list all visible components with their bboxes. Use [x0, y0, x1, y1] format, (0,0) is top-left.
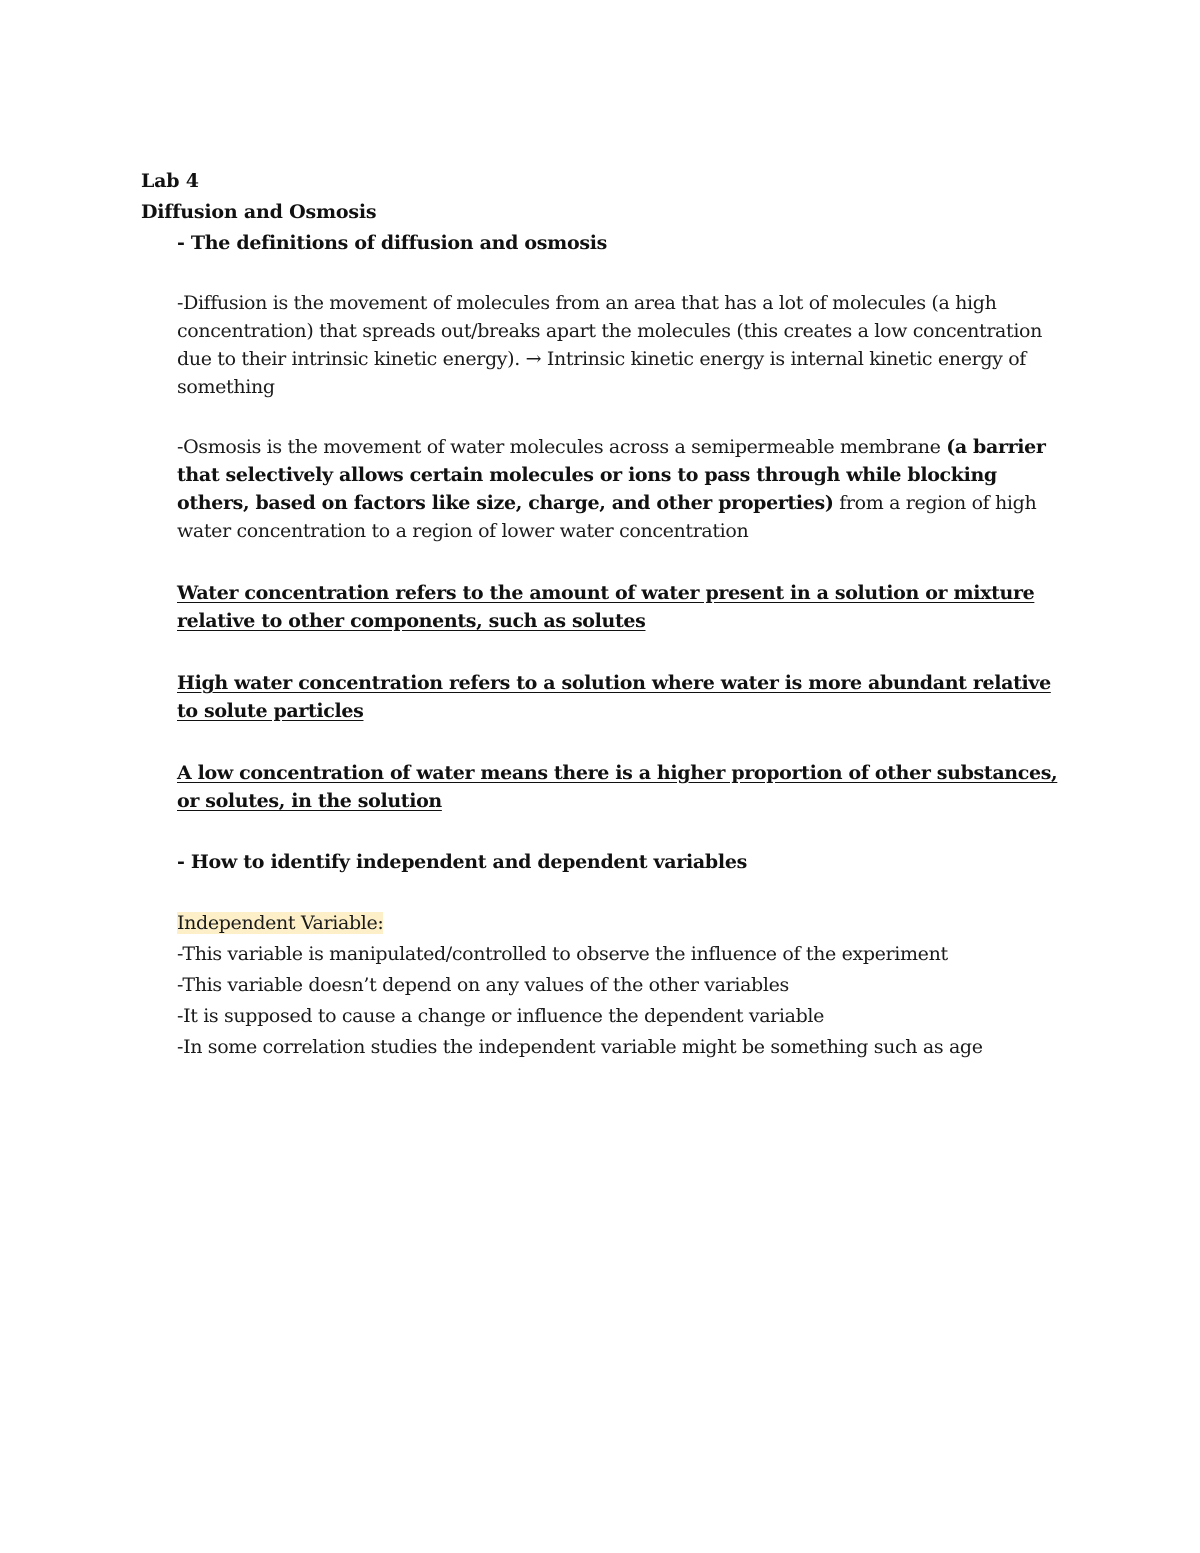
water-concentration-definition: Water concentration refers to the amount of water present in a solution or mixture relative to other components, such as solutes — [177, 582, 1035, 632]
osmosis-paragraph — [177, 433, 1070, 545]
independent-variable-label: Independent Variable: — [177, 912, 384, 934]
list-item: -It is supposed to cause a change or influence the dependent variable — [177, 1005, 825, 1027]
osmosis-text-bold: (a barrier that selectively allows certain molecules or ions to pass through while blocking others, based on factors like size, charge, and other properties) — [177, 436, 1046, 514]
list-item: -This variable doesn’t depend on any values of the other variables — [177, 974, 789, 996]
document-body — [141, 228, 1070, 1063]
section-heading-variables: - How to identify independent and dependent variables — [177, 851, 748, 873]
osmosis-text-start: -Osmosis is the movement of water molecules across a semipermeable membrane — [177, 436, 947, 458]
section-heading-definitions: - The definitions of diffusion and osmosis — [177, 232, 608, 254]
osmosis-text-end: from a region of high water concentration to a region of lower water concentration — [177, 492, 1037, 542]
list-item: -In some correlation studies the independent variable might be something such as age — [177, 1036, 983, 1058]
diffusion-paragraph: -Diffusion is the movement of molecules from an area that has a lot of molecules (a high concentration) that spreads out/breaks apart the molecules (this creates a low concentration due to their intrinsic kinetic energy). → Intrinsic kinetic energy is internal kinetic energy of something — [177, 292, 1043, 398]
low-water-definition: A low concentration of water means there is a higher proportion of other substances, or solutes, in the solution — [177, 762, 1058, 812]
high-water-definition: High water concentration refers to a solution where water is more abundant relative to solute particles — [177, 672, 1051, 722]
document-title: Lab 4 — [141, 170, 199, 192]
list-item: -This variable is manipulated/controlled to observe the influence of the experiment — [177, 943, 948, 965]
document-subtitle: Diffusion and Osmosis — [141, 201, 377, 223]
independent-variable-label-line — [177, 908, 1070, 939]
